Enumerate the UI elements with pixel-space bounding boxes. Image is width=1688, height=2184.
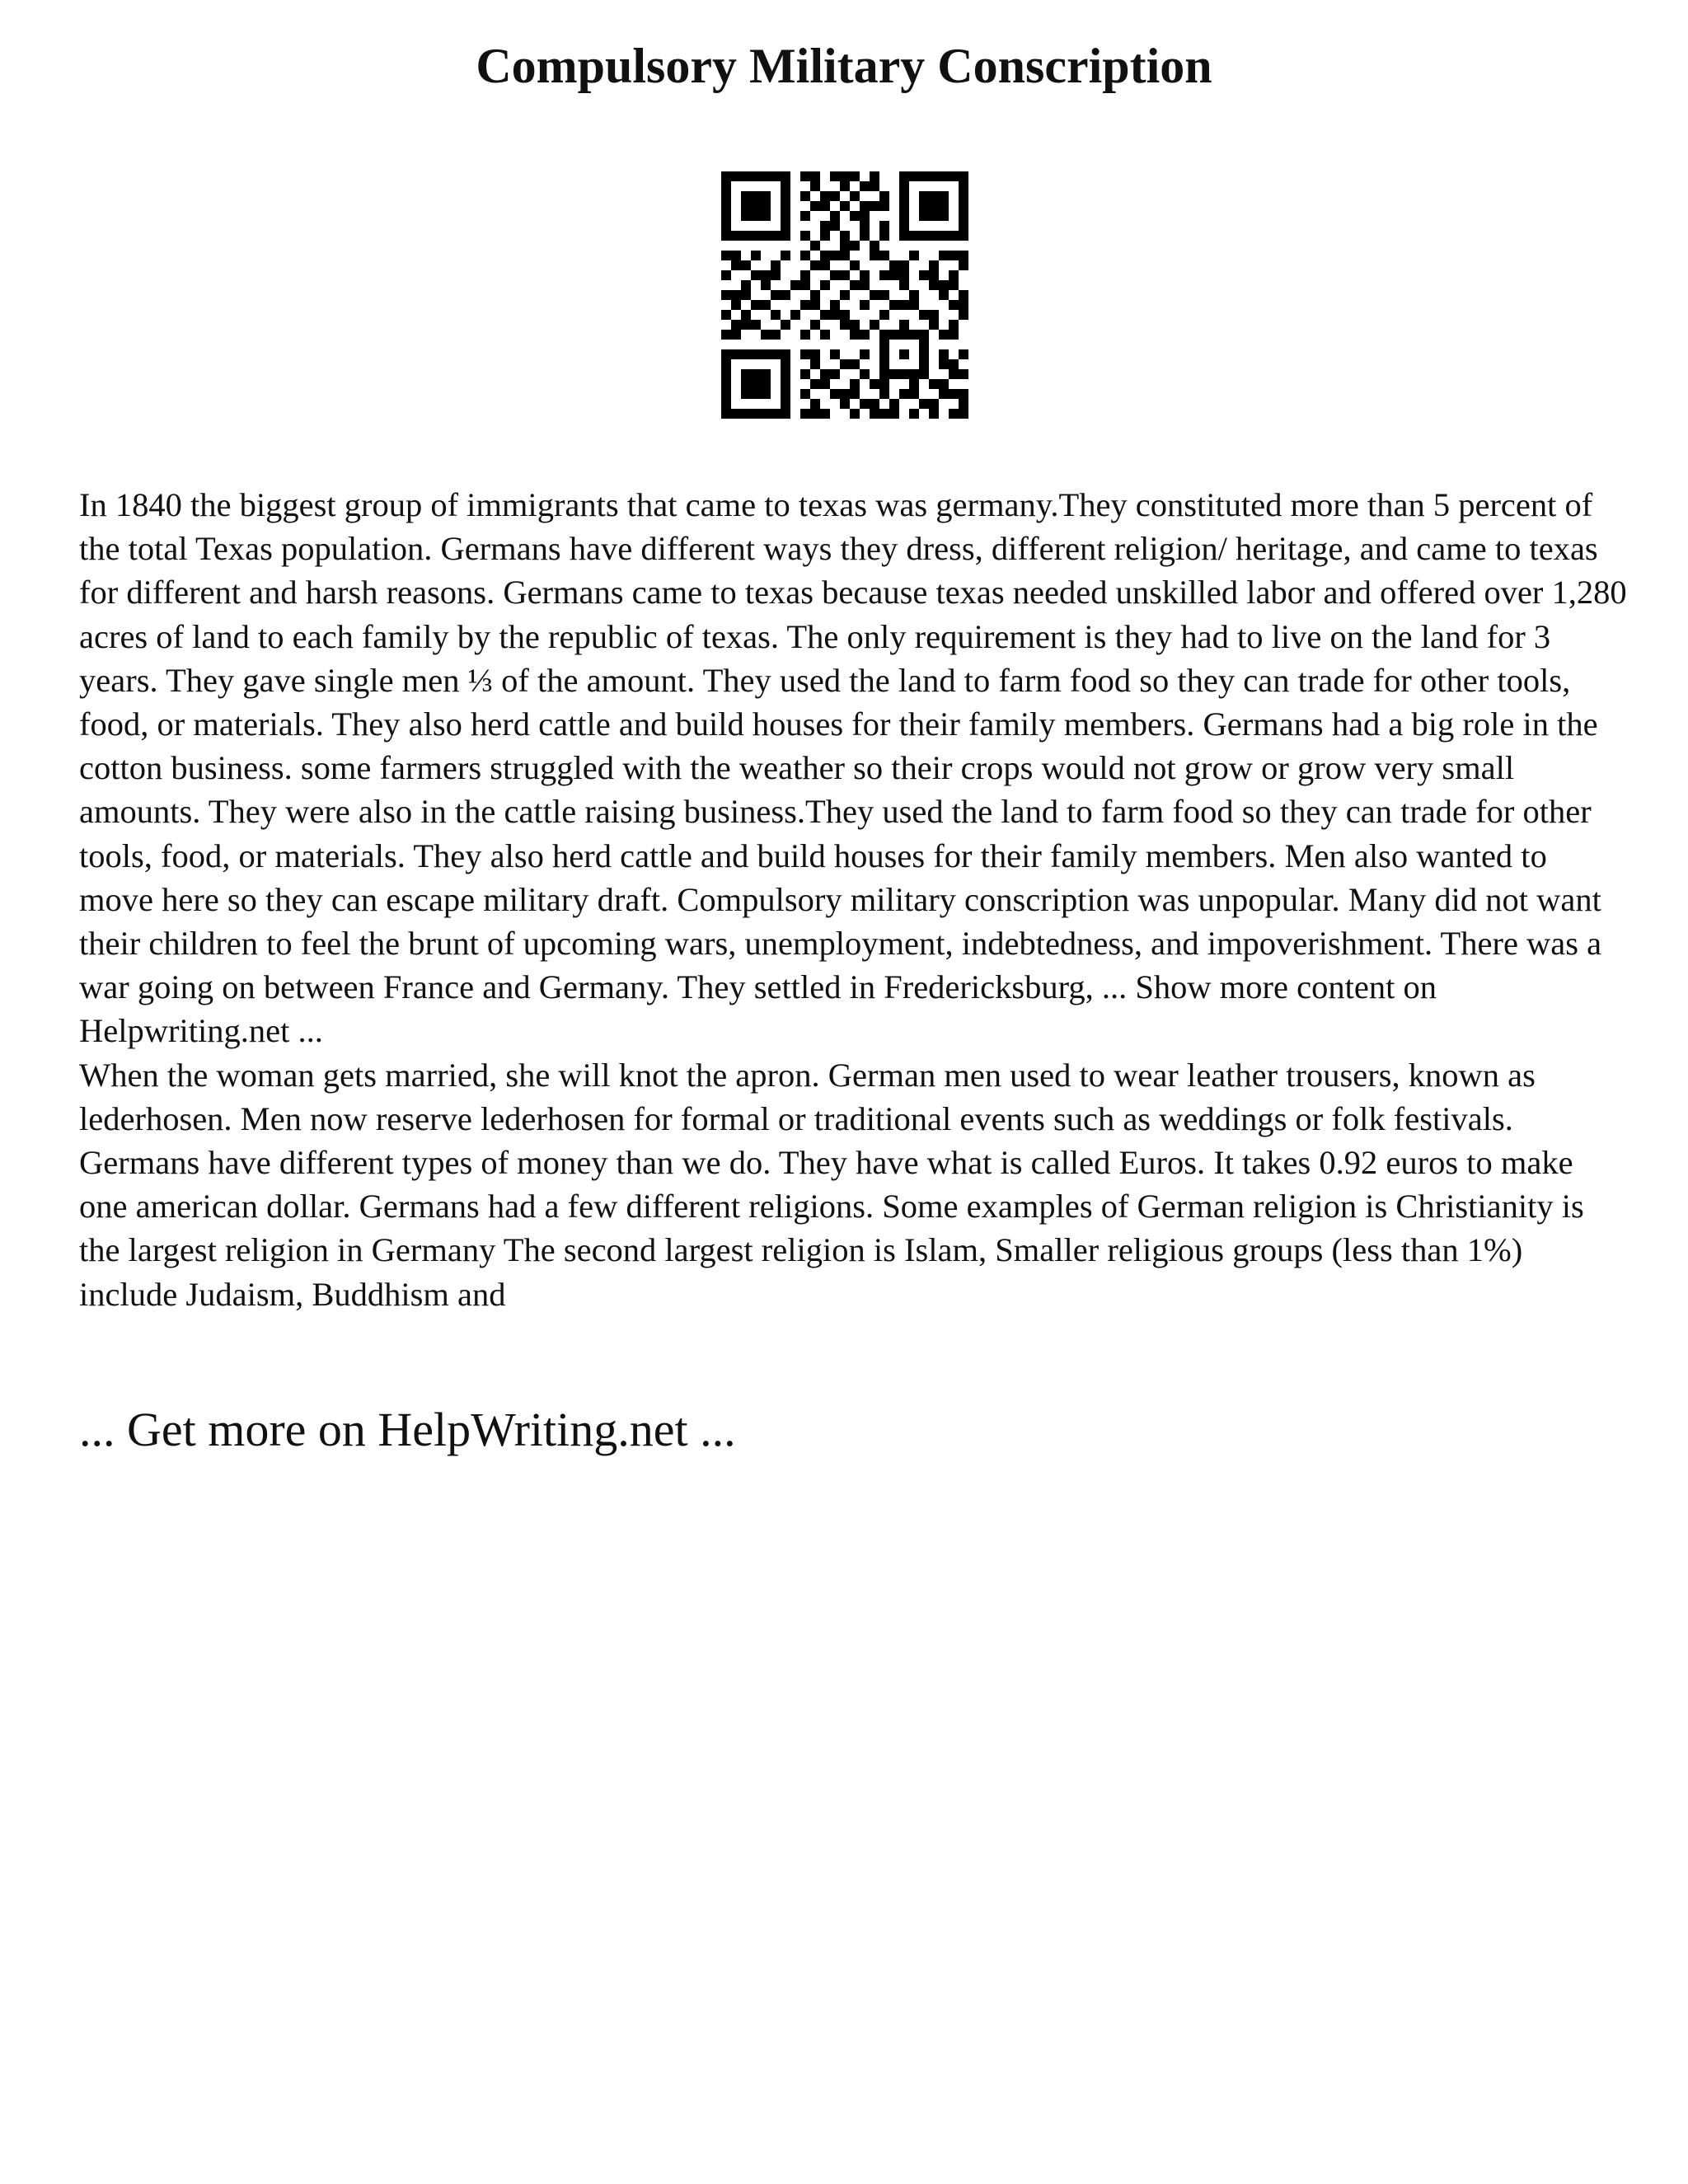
page-title: Compulsory Military Conscription	[476, 39, 1212, 93]
article-paragraph: When the woman gets married, she will knot the apron. German men used to wear leather trousers, known as lederhosen. Men now reserve lederhosen for formal or traditional events such as weddings or folk festivals. Germans have different types of money than we do. They have what is called Euros. It takes 0.92 euros to make one american dollar. Germans had a few different religions. Some examples of German religion is Christianity is the largest religion in Germany The second largest religion is Islam, Smaller religious groups (less than 1%) include Judaism, Buddhism and	[79, 1056, 1584, 1313]
get-more-link[interactable]: ... Get more on HelpWriting.net ...	[79, 1403, 736, 1456]
qr-code-icon	[721, 171, 968, 419]
article-body	[79, 483, 1629, 1316]
article-paragraph: In 1840 the biggest group of immigrants that came to texas was germany.They constituted more than 5 percent of the total Texas population. Germans have different ways they dress, different religion/ heritage, and came to texas for different and harsh reasons. Germans came to texas because texas needed unskilled labor and offered over 1,280 acres of land to each family by the republic of texas. The only requirement is they had to live on the land for 3 years. They gave single men ⅓ of the amount. They used the land to farm food so they can trade for other tools, food, or materials. They also herd cattle and build houses for their family members. Germans had a big role in the cotton business. some farmers struggled with the weather so their crops would not grow or grow very small amounts. They were also in the cattle raising business.They used the land to farm food so they can trade for other tools, food, or materials. They also herd cattle and build houses for their family members. Men also wanted to move here so they can escape military draft. Compulsory military conscription was unpopular. Many did not want their children to feel the brunt of upcoming wars, unemployment, indebtedness, and impoverishment. There was a war going on between France and Germany. They settled in Fredericksburg, ... Show more content on Helpwriting.net ...	[79, 486, 1627, 1050]
